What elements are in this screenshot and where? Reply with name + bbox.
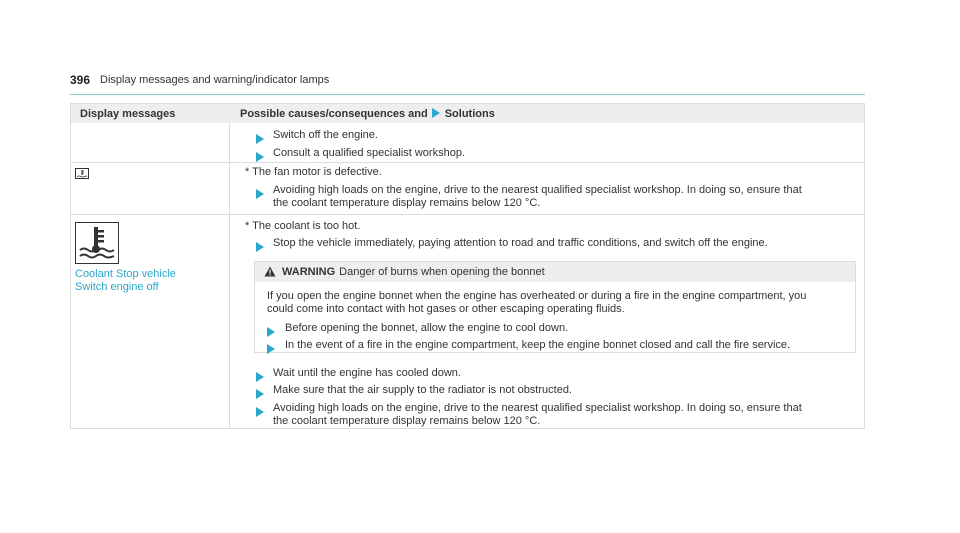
list-item: Consult a qualified specialist workshop. — [273, 147, 465, 159]
fault-cause: * The coolant is too hot. — [245, 220, 361, 232]
bullet-arrow-icon — [267, 323, 275, 341]
col-header-display-messages: Display messages — [80, 108, 176, 120]
page-number: 396 — [70, 73, 91, 87]
table-header — [71, 104, 864, 123]
warning-header — [255, 262, 855, 282]
bullet-arrow-icon — [256, 368, 264, 386]
warning-text: If you open the engine bonnet when the engine has overheated or during a fire in the engine compartment, you — [267, 290, 807, 302]
bullet-arrow-icon — [256, 403, 264, 421]
warning-title: WARNING Danger of burns when opening the bonnet — [282, 266, 545, 278]
bullet-arrow-icon — [267, 340, 275, 358]
list-item: Before opening the bonnet, allow the engine to cool down. — [285, 322, 569, 334]
list-item: Wait until the engine has cooled down. — [273, 367, 461, 379]
display-message-line: Coolant Stop vehicle — [75, 268, 176, 280]
list-item: Make sure that the air supply to the radiator is not obstructed. — [273, 384, 572, 396]
fault-cause: * The fan motor is defective. — [245, 166, 382, 178]
bullet-arrow-icon — [256, 385, 264, 403]
bullet-arrow-icon — [256, 148, 264, 166]
coolant-temperature-icon — [75, 222, 119, 264]
list-item: Avoiding high loads on the engine, drive to the nearest qualified specialist workshop. In doing so, ensure that — [273, 184, 802, 196]
bullet-arrow-icon — [256, 130, 264, 148]
list-item-continuation: the coolant temperature display remains below 120 °C. — [273, 197, 541, 209]
list-item: Avoiding high loads on the engine, drive to the nearest qualified specialist workshop. In doing so, ensure that — [273, 402, 802, 414]
list-item: Switch off the engine. — [273, 129, 378, 141]
solution-arrow-icon — [432, 108, 440, 118]
bullet-arrow-icon — [256, 238, 264, 256]
column-divider — [229, 123, 230, 428]
bullet-arrow-icon — [256, 185, 264, 203]
row-divider — [71, 214, 864, 215]
display-message-line: Switch engine off — [75, 281, 159, 293]
page-header — [70, 72, 865, 95]
row-divider — [71, 162, 864, 163]
list-item: In the event of a fire in the engine compartment, keep the engine bonnet closed and call the fire service. — [285, 339, 791, 351]
warning-triangle-icon — [264, 266, 276, 277]
page-title: Display messages and warning/indicator lamps — [100, 74, 330, 86]
list-item: Stop the vehicle immediately, paying attention to road and traffic conditions, and switch off the engine. — [273, 237, 768, 249]
warning-box — [254, 261, 856, 353]
col-header-causes-solutions: Possible causes/consequences and Solutions — [240, 108, 495, 120]
coolant-temperature-small-icon — [75, 168, 89, 179]
warning-text: could come into contact with hot gases or other escaping operating fluids. — [267, 303, 625, 315]
list-item-continuation: the coolant temperature display remains below 120 °C. — [273, 415, 541, 427]
